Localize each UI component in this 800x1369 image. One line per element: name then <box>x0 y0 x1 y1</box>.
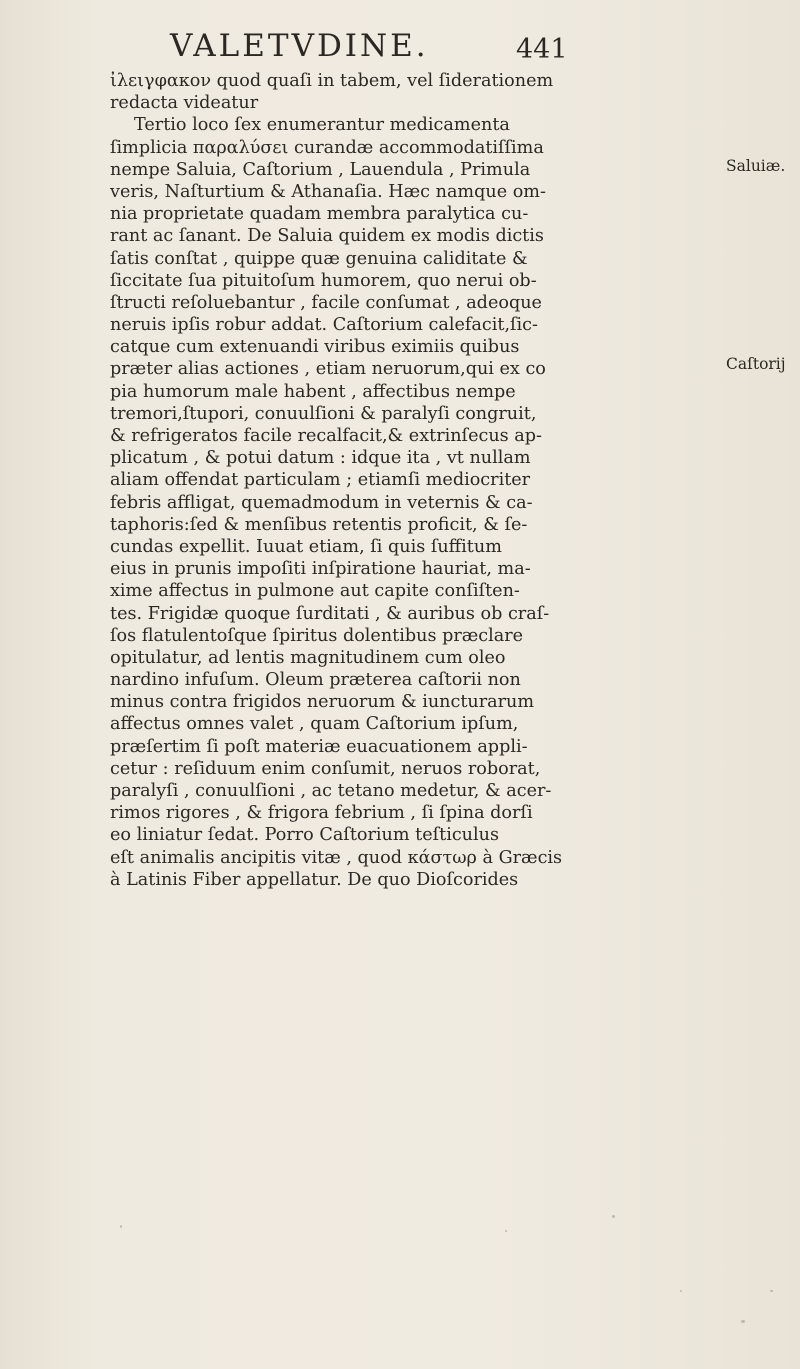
text-line: ſiccitate ſua pituitoſum humorem, quo nerui ob- <box>110 270 537 291</box>
text-line: cundas expellit. Iuuat etiam, ſi quis ſuffitum <box>110 536 502 557</box>
text-line: febris affligat, quemadmodum in veternis & ca- <box>110 492 533 513</box>
paper-speck <box>120 1225 122 1228</box>
text-line: cetur : reſiduum enim conſumit, neruos roborat, <box>110 758 541 779</box>
text-line: præſertim ſi poſt materiæ euacuationem appli- <box>110 736 528 757</box>
text-line: eius in prunis impoſiti inſpiratione hauriat, ma- <box>110 559 531 580</box>
text-line: minus contra frigidos neruorum & iuncturarum <box>110 692 535 713</box>
text-line: paralyſi , conuulſioni , ac tetano medetur, & acer- <box>110 781 552 801</box>
text-line: pia humorum male habent , affectibus nempe <box>110 381 516 402</box>
text-line: veris, Naſturtium & Athanaſia. Hæc namque om- <box>110 181 546 202</box>
text-line: eo liniatur ſedat. Porro Caſtorium teſticulus <box>110 825 499 846</box>
text-line: neruis ipſis robur addat. Caſtorium calefacit,ſic- <box>110 315 538 336</box>
text-line: Tertio loco ſex enumerantur medicamenta <box>134 115 510 136</box>
text-line: eſt animalis ancipitis vitæ , quod κάστωρ à Græcis <box>110 847 563 868</box>
paper-speck <box>741 1320 745 1323</box>
marginal-note-saluia: Saluiæ. <box>726 157 786 175</box>
text-line: ſatis conſtat , quippe quæ genuina caliditate & <box>110 248 528 269</box>
text-line: ἰλειγφακον quod quaſi in tabem, vel ſiderationem <box>110 71 554 91</box>
marginal-note-castorium: Caſtorij <box>726 355 786 373</box>
text-line: aliam offendat particulam ; etiamſi mediocriter <box>110 470 531 491</box>
text-line: nardino infuſum. Oleum præterea caſtorii non <box>110 670 521 691</box>
text-line: rant ac ſanant. De Saluia quidem ex modis dictis <box>110 226 544 247</box>
text-line: tremori,ſtupori, conuulſioni & paralyſi congruit, <box>110 403 537 424</box>
paper-speck <box>612 1215 615 1218</box>
text-line: xime affectus in pulmone aut capite conſiſten- <box>110 581 520 602</box>
text-line: à Latinis Fiber appellatur. De quo Dioſcorides <box>110 869 519 890</box>
text-line: redacta videatur <box>110 93 259 114</box>
paper-speck <box>505 1230 507 1232</box>
text-line: ſos flatulentoſque ſpiritus dolentibus præclare <box>110 625 524 646</box>
text-line: & refrigeratos facile recalfacit,& extrinſecus ap- <box>110 426 542 446</box>
text-line: rimos rigores , & frigora febrium , ſi ſpina dorſi <box>110 803 533 824</box>
text-line: catque cum extenuandi viribus eximiis quibus <box>110 337 520 358</box>
text-line: ſtructi reſoluebantur , facile conſumat , adeoque <box>110 292 542 313</box>
paper-speck <box>770 1290 773 1292</box>
text-line: præter alias actiones , etiam neruorum,qui ex co <box>110 359 546 380</box>
page-number: 441 <box>516 34 568 65</box>
text-line: taphoris:ſed & menſibus retentis proficit, & ſe- <box>110 514 528 535</box>
body-text <box>110 70 710 891</box>
paper-speck <box>680 1290 682 1292</box>
text-line: plicatum , & potui datum : idque ita , vt nullam <box>110 448 531 469</box>
text-line: opitulatur, ad lentis magnitudinem cum oleo <box>110 647 506 668</box>
text-line: tes. Frigidæ quoque ſurditati , & auribus ob craſ- <box>110 603 550 624</box>
text-line: nempe Saluia, Caſtorium , Lauendula , Primula <box>110 159 531 180</box>
text-line: affectus omnes valet , quam Caſtorium ipſum, <box>110 714 519 735</box>
text-line: ſimplicia παραλύσει curandæ accommodatiſſima <box>110 137 544 158</box>
text-line: nia proprietate quadam membra paralytica cu- <box>110 204 529 225</box>
running-head: VALETVDINE. <box>170 28 429 64</box>
